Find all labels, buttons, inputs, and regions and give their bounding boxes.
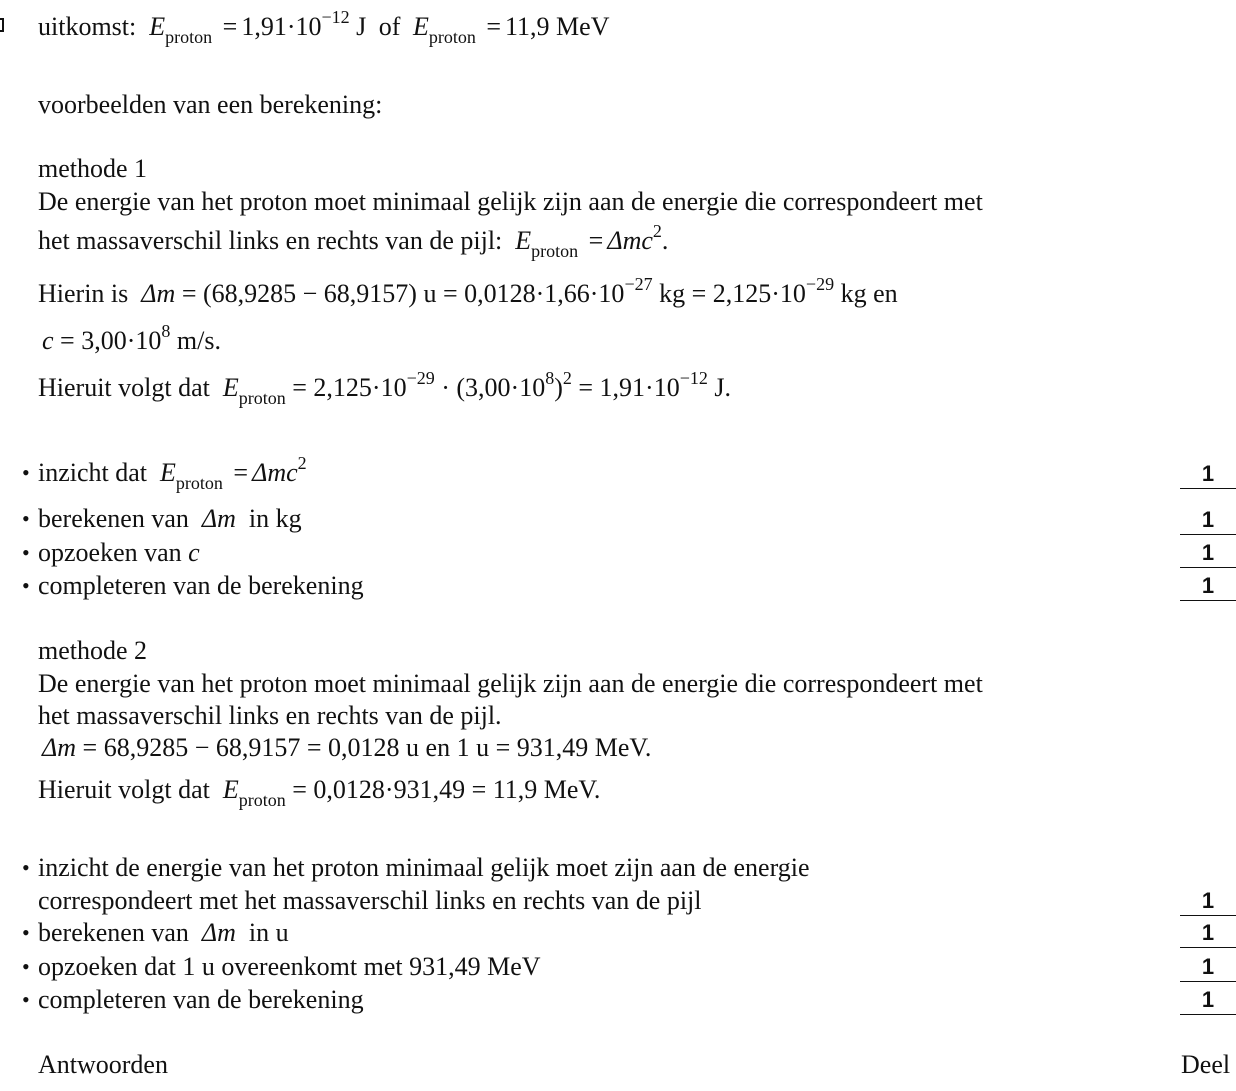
method1-paragraph-line2: het massaverschil links en rechts van de pijl: $E_{proton} = \Delta mc^2$. [38,221,669,261]
score-2-3: 1 [1180,955,1236,982]
criterion-2-4: completeren van de berekening [38,985,364,1014]
method1-hierin-line: Hierin is Δm = (68,9285 − 68,9157) $u = 0,0128\cdot 1,66\cdot 10^{-27}$ kg = $2,125\cdot 10^{-29}$ kg en [38,274,898,308]
method1-c-line: $c = 3,00\cdot 10^8$ m/s. [42,321,221,355]
score-2-1: 1 [1180,889,1236,916]
criterion-1-3: opzoeken van c [38,538,200,567]
method1-title: methode 1 [38,154,148,183]
method1-paragraph-line1: De energie van het proton moet minimaal gelijk zijn aan de energie die correspondeert met [38,187,983,216]
bullet: • [22,855,30,880]
footer-right: Deel [1181,1050,1231,1079]
criterion-2-1-line1: inzicht de energie van het proton minimaal gelijk moet zijn aan de energie [38,853,810,882]
criterion-1-1: inzicht dat $E_{proton} = \Delta mc^2$ [38,453,307,493]
examples-heading: voorbeelden van een berekening: [38,90,383,119]
method2-dm-line: Δm = 68,9285 − 68,9157 = 0,0128 u en 1 u = 931,49 MeV. [42,733,652,762]
bullet: • [22,540,30,565]
method2-result-line: Hieruit volgt dat $E_{proton} = 0,0128\cdot 931,49 = 11,9$ MeV. [38,775,601,810]
criterion-2-1-line2: correspondeert met het massaverschil links en rechts van de pijl [38,886,702,915]
method2-paragraph-line2: het massaverschil links en rechts van de pijl. [38,701,502,730]
footer-left: Antwoorden [38,1050,168,1079]
bullet: • [22,954,30,979]
result-line: uitkomst: $E_{proton} = 1,91\cdot 10^{-12}$ J of $E_{proton} = 11,9$ MeV [38,7,610,47]
checkbox-marker [0,18,4,32]
score-1-3: 1 [1180,541,1236,568]
criterion-1-4: completeren van de berekening [38,571,364,600]
result-label: uitkomst: [38,12,137,41]
method1-result-line: Hieruit volgt dat $E_{proton} = 2,125\cdot 10^{-29} \cdot (3,00\cdot 10^8)^2 = 1,91\cdot 10^{-12}$ J. [38,368,731,408]
bullet: • [22,920,30,945]
score-1-4: 1 [1180,574,1236,601]
criterion-1-2: berekenen van Δm in kg [38,504,302,533]
score-1-2: 1 [1180,508,1236,535]
criterion-2-3: opzoeken dat 1 u overeenkomt met 931,49 MeV [38,952,541,981]
score-1-1: 1 [1180,462,1236,489]
bullet: • [22,506,30,531]
bullet: • [22,573,30,598]
criterion-2-2: berekenen van Δm in u [38,918,289,947]
method2-title: methode 2 [38,636,148,665]
method2-paragraph-line1: De energie van het proton moet minimaal gelijk zijn aan de energie die correspondeert met [38,669,983,698]
bullet: • [22,460,30,485]
score-2-2: 1 [1180,921,1236,948]
score-2-4: 1 [1180,988,1236,1015]
bullet: • [22,987,30,1012]
